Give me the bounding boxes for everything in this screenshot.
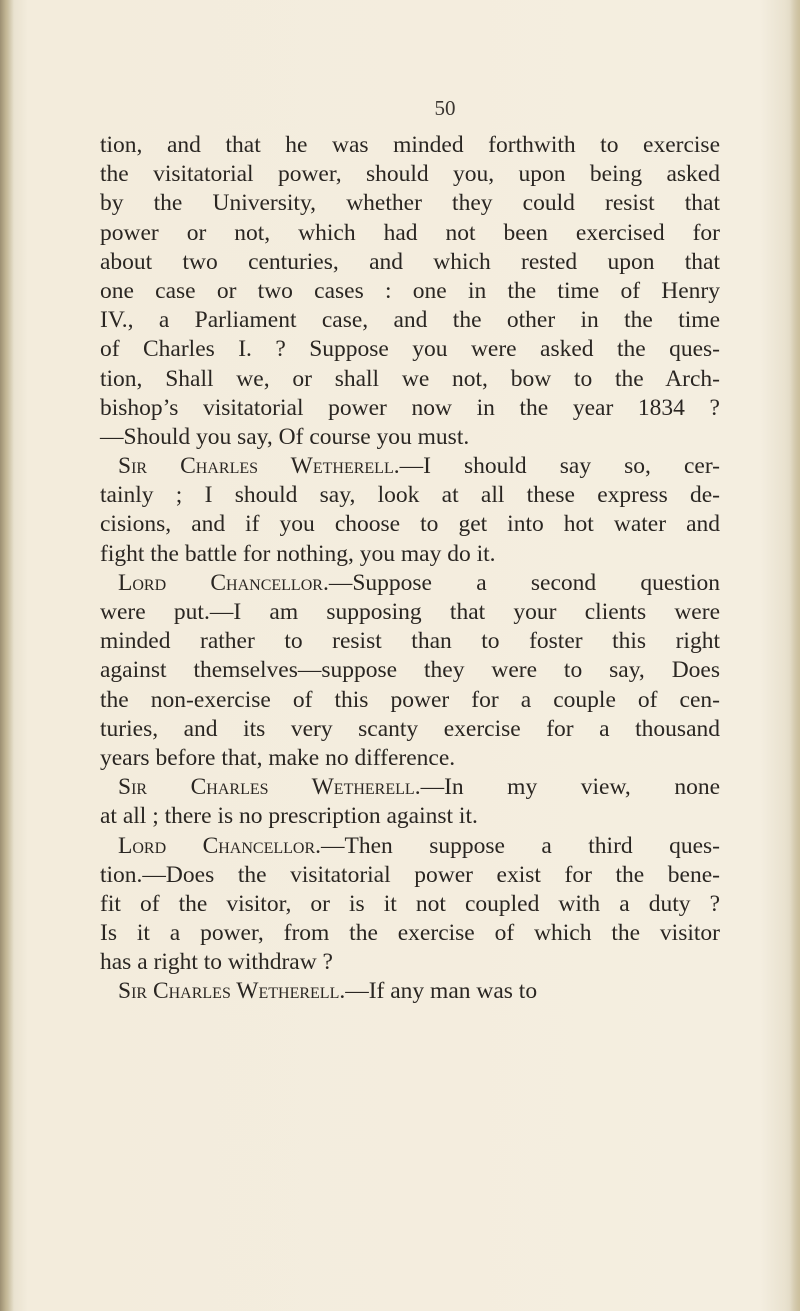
text-line: about two centuries, and which rested upon that [100, 248, 720, 275]
text-line: tion, Shall we, or shall we not, bow to the Arch- [100, 365, 720, 392]
text-line: cisions, and if you choose to get into hot water and [100, 511, 720, 538]
page-text [100, 131, 720, 1007]
page-edge [790, 0, 800, 1311]
text-line: the non-exercise of this power for a couple of cen- [100, 686, 720, 713]
text-line: has a right to withdraw ? [100, 949, 333, 976]
speaker-name: Sir Charles Wetherell [118, 978, 340, 1005]
text-line: by the University, whether they could resist that [100, 190, 720, 217]
speaker-name: Sir Charles Wetherell [118, 774, 415, 801]
text-line: tainly ; I should say, look at all these express de- [100, 482, 720, 509]
text-line: years before that, make no difference. [100, 744, 456, 771]
speaker-name: Lord Chancellor [118, 832, 316, 859]
text-line: power or not, which had not been exercised for [100, 219, 720, 246]
text-line: —Should you say, Of course you must. [100, 423, 470, 450]
text-line: tion, and that he was minded forthwith to exercise [100, 132, 720, 158]
speaker-line: Sir Charles Wetherell.—In my view, none [118, 774, 720, 801]
binding-shadow [0, 0, 14, 1311]
text-line: of Charles I. ? Suppose you were asked the ques- [100, 336, 720, 363]
text-line: one case or two cases : one in the time of Henry [100, 277, 720, 304]
text-line: Is it a power, from the exercise of which the visitor [100, 920, 720, 947]
text-line: against themselves—suppose they were to say, Does [100, 657, 720, 684]
text-line: turies, and its very scanty exercise for a thousand [100, 715, 720, 742]
text-line: bishop’s visitatorial power now in the year 1834 ? [100, 394, 720, 421]
text-line: fit of the visitor, or is it not coupled with a duty ? [100, 890, 720, 917]
text-line: IV., a Parliament case, and the other in the time [100, 307, 720, 334]
page-number: 50 [434, 96, 456, 120]
text-line: fight the battle for nothing, you may do it. [100, 540, 496, 567]
text-line: at all ; there is no prescription against it. [100, 803, 478, 830]
speaker-name: Lord Chancellor [118, 569, 323, 596]
text-line: minded rather to resist than to foster this right [100, 628, 720, 655]
speaker-line: Sir Charles Wetherell.—If any man was to [118, 978, 538, 1005]
text-line: the visitatorial power, should you, upon being asked [100, 161, 720, 188]
speaker-line: Sir Charles Wetherell.—I should say so, cer- [118, 453, 721, 480]
speaker-line: Lord Chancellor.—Then suppose a third ques- [118, 832, 720, 859]
speaker-name: Sir Charles Wetherell [118, 453, 394, 480]
speaker-line: Lord Chancellor.—Suppose a second question [118, 569, 720, 596]
text-line: were put.—I am supposing that your clients were [100, 599, 720, 625]
text-line: tion.—Does the visitatorial power exist for the bene- [100, 861, 720, 888]
